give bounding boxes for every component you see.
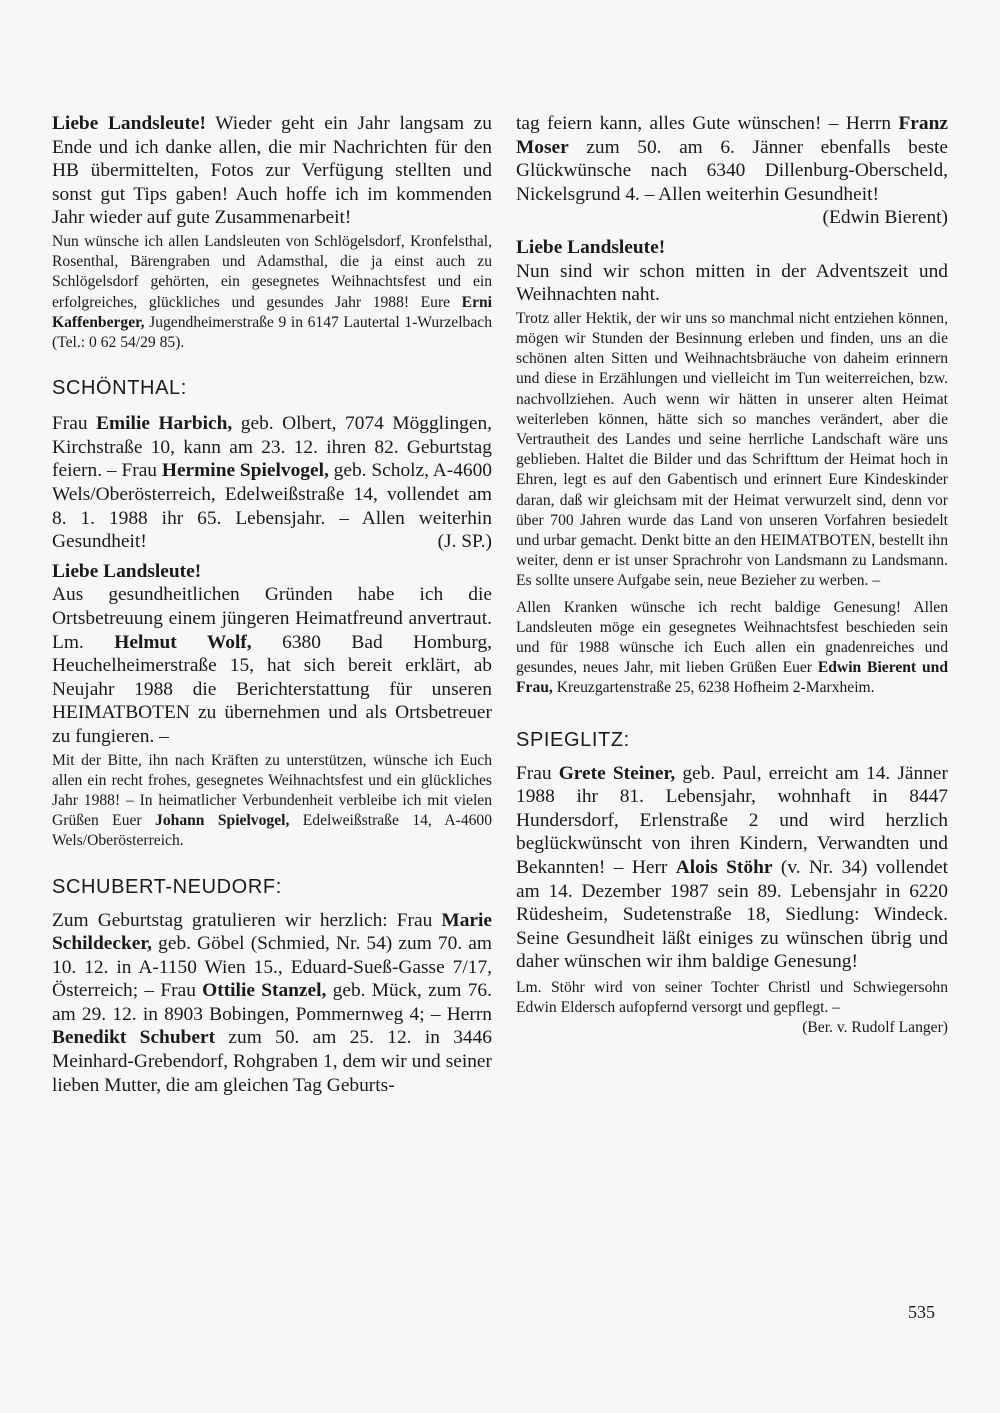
signature: (Ber. v. Rudolf Langer) <box>802 1019 948 1037</box>
author-name: Erni Kaffenberger, <box>52 293 492 331</box>
schoenthal-farewell: Mit der Bitte, ihn nach Kräften zu unterstützen, wünsche ich Euch allen ein recht frohes, gesegnetes Weihnachtsfest und ein glückliches Jahr 1988! – In heimatlicher Verbundenheit verbleibe ich mit vielen Grüßen Euer Johann Spielvogel, Edelweißstraße 14, A-4600 Wels/Oberösterreich. <box>52 751 493 850</box>
christmas-wishes: Allen Kranken wünsche ich recht baldige Genesung! Allen Landsleuten möge ein gesegnetes Weihnachtsfest beschieden sein und für 1988 wünsche ich Euch allen ein gnadenreiches und gesundes, neues Jahr, mit lieben Grüßen Euer Edwin Bierent und Frau, Kreuzgartenstraße 25, 6238 Hofheim 2-Marxheim. <box>516 598 948 697</box>
person-name: Alois Stöhr <box>675 856 773 878</box>
author-name: Johann Spielvogel, <box>155 812 290 830</box>
section-heading-schubert-neudorf: SCHUBERT-NEUDORF: <box>52 875 282 898</box>
person-name: Ottilie Stanzel, <box>202 980 327 1002</box>
greeting-heading: Liebe Landsleute! <box>52 113 206 134</box>
signature: (J. SP.) <box>437 531 492 553</box>
section-heading-schoenthal: SCHÖNTHAL: <box>52 377 187 400</box>
right-column <box>516 112 948 1039</box>
person-name: Grete Steiner, <box>558 762 676 784</box>
person-name: Emilie Harbich, <box>96 413 233 435</box>
advent-reflection: Trotz aller Hektik, der wir uns so manchmal nicht entziehen können, mögen wir Stunden der Besinnung erleben und finden, uns an die schönen alten Sitten und Weihnachtsbräuche von daheim erinnern und diese in Erzählungen und vielleicht im Tun weiterreichen, bzw. nachvollziehen. Auch wenn wir hätten in unserer alten Heimat weiterleben können, hätte sich so manches verändert, aber die Vertrautheit des Landes und seine herrliche Landschaft wäre uns geblieben. Haltet die Bilder und das Schrifttum der Heimat hoch in Ehren, legt es auf den Gabentisch und erinnert Eure Kindeskinder daran, daß wir gleichsam mit der Heimat verwurzelt sind, denn vor über 700 Jahren wurde das Land von unseren Vorfahren besiedelt und urbar gemacht. Denkt bitte an den HEIMATBOTEN, bestellt ihn weiter, denn er ist unser Sprachrohr von Landsmann zu Landsmann. Es sollte unsere Aufgabe sein, neue Bezieher zu werben. – <box>516 309 948 590</box>
advent-intro: Nun sind wir schon mitten in der Adventszeit und Weihnachten naht. <box>516 260 948 306</box>
person-name: Benedikt Schubert <box>52 1027 216 1049</box>
greeting-heading: Liebe Landsleute! <box>516 236 666 258</box>
spieglitz-birthdays: Frau Grete Steiner, geb. Paul, erreicht am 14. Jänner 1988 ihr 81. Lebensjahr, wohnhaft in 8447 Hundersdorf, Erlenstraße 2 und wird herzlich beglückwünscht von ihren Kindern, Verwandten und Bekannten! – Herr Alois Stöhr (v. Nr. 34) vollendet am 14. Dezember 1987 sein 89. Lebensjahr in 6220 Rüdesheim, Sudetenstraße 18, Siedlung: Windeck. Seine Gesundheit läßt einiges zu wünschen übrig und daher wünschen wir ihm baldige Genesung! <box>516 762 948 973</box>
schoenthal-handover: Aus gesundheitlichen Gründen habe ich die Ortsbetreuung einem jüngeren Heimatfreund anvertraut. Lm. Helmut Wolf, 6380 Bad Homburg, Heuchelheimerstraße 15, hat sich bereit erklärt, ab Neujahr 1988 die Berichterstattung für unseren HEIMATBOTEN zu übernehmen und als Ortsbetreuer zu fungieren. – <box>52 584 492 747</box>
schoenthal-birthdays: Frau Emilie Harbich, geb. Olbert, 7074 Mögglingen, Kirchstraße 10, kann am 23. 12. ihren 82. Geburtstag feiern. – Frau Hermine Spielvogel, geb. Scholz, A-4600 Wels/Oberösterreich, Edelweißstraße 14, vollendet am 8. 1. 1988 ihr 65. Lebensjahr. – Allen weiterhin Gesundheit! (J. SP.) <box>52 413 493 553</box>
section-heading-spieglitz: SPIEGLITZ: <box>516 728 630 751</box>
person-name: Helmut Wolf, <box>114 631 252 653</box>
schloegelsdorf-greeting: Liebe Landsleute! Wieder geht ein Jahr langsam zu Ende und ich danke allen, die mir Nachrichten für den HB übermittelten, Fotos zur Verfügung stellten und sonst gut Tips gaben! Auch hoffe ich im kommenden Jahr wieder auf gute Zusammenarbeit! <box>52 113 492 229</box>
person-name: Franz Moser <box>516 113 948 158</box>
signature: (Edwin Bierent) <box>822 207 948 229</box>
page-number: 535 <box>908 1302 935 1322</box>
author-name: Edwin Bierent und Frau, <box>516 659 948 697</box>
left-column <box>52 112 492 1097</box>
schubert-neudorf-continued: tag feiern kann, alles Gute wünschen! – Herrn Franz Moser zum 50. am 6. Jänner ebenfalls beste Glückwünsche nach 6340 Dillenburg-Oberscheld, Nickelsgrund 4. – Allen weiterhin Gesundheit! <box>516 113 948 205</box>
schubert-neudorf-birthdays: Zum Geburtstag gratulieren wir herzlich: Frau Marie Schildecker, geb. Göbel (Schmied, Nr. 54) zum 70. am 10. 12. in A-1150 Wien 15., Eduard-Sueß-Gasse 7/17, Österreich; – Frau Ottilie Stanzel, geb. Mück, zum 76. am 29. 12. in 8903 Bobingen, Pommernweg 4; – Herrn Benedikt Schubert zum 50. am 25. 12. in 3446 Meinhard-Grebendorf, Rohgraben 1, dem wir und seiner lieben Mutter, die am gleichen Tag Geburts- <box>52 909 493 1096</box>
greeting-heading: Liebe Landsleute! <box>52 560 202 582</box>
person-name: Marie Schildecker, <box>52 909 492 955</box>
schloegelsdorf-wishes: Nun wünsche ich allen Landsleuten von Schlögelsdorf, Kronfelsthal, Rosenthal, Bärengraben und Adamsthal, die ja einst auch zu Schlögelsdorf gehörten, ein gesegnetes Weihnachtsfest und ein erfolgreiches, glückliches und gesundes Jahr 1988! Eure Erni Kaffenberger, Jugendheimerstraße 9 in 6147 Lautertal 1-Wurzelbach (Tel.: 0 62 54/29 85). <box>52 232 492 351</box>
person-name: Hermine Spielvogel, <box>161 460 329 482</box>
spieglitz-care-note: Lm. Stöhr wird von seiner Tochter Christl und Schwiegersohn Edwin Eldersch aufopfernd versorgt und gepflegt. – (Ber. v. Rudolf Langer) <box>516 978 948 1018</box>
